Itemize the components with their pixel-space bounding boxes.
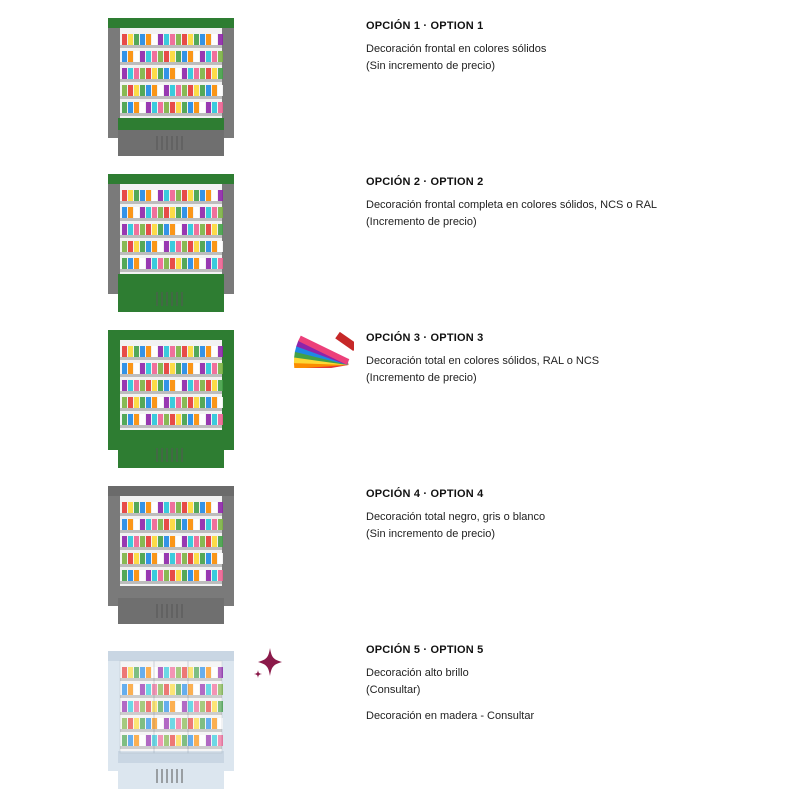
option-2-heading: OPCIÓN 2 · OPTION 2 [366, 176, 484, 188]
option-1 [0, 0, 800, 156]
option-2-price-note: (Incremento de precio) [366, 216, 477, 228]
option-2-description: Decoración frontal completa en colores sólidos, NCS o RAL [366, 199, 658, 211]
option-5-price-note: (Consultar) [366, 684, 421, 696]
color-fan-icon [292, 328, 354, 368]
option-3-heading: OPCIÓN 3 · OPTION 3 [366, 332, 484, 344]
display-case-option-2 [108, 174, 234, 316]
option-3 [0, 312, 800, 468]
option-3-price-note: (Incremento de precio) [366, 372, 477, 384]
display-case-option-1 [108, 18, 234, 160]
display-case-option-5 [108, 644, 234, 800]
option-5-heading: OPCIÓN 5 · OPTION 5 [366, 644, 484, 656]
display-case-option-3 [108, 330, 234, 472]
option-1-heading: OPCIÓN 1 · OPTION 1 [366, 20, 484, 32]
option-5-text [366, 644, 786, 725]
option-3-text [366, 332, 786, 387]
option-4-text [366, 488, 786, 543]
option-4 [0, 468, 800, 624]
option-1-description: Decoración frontal en colores sólidos [366, 43, 547, 55]
option-1-text [366, 20, 786, 75]
sparkle-icon [252, 646, 288, 682]
option-4-heading: OPCIÓN 4 · OPTION 4 [366, 488, 484, 500]
option-2 [0, 156, 800, 312]
display-case-option-4 [108, 486, 234, 628]
option-3-description: Decoración total en colores sólidos, RAL o NCS [366, 355, 600, 367]
option-5-description: Decoración alto brillo [366, 667, 469, 679]
option-4-description: Decoración total negro, gris o blanco [366, 511, 546, 523]
option-5-wood-note: Decoración en madera - Consultar [366, 710, 535, 722]
option-1-price-note: (Sin incremento de precio) [366, 60, 496, 72]
option-2-text [366, 176, 786, 231]
option-5 [0, 624, 800, 780]
option-4-price-note: (Sin incremento de precio) [366, 528, 496, 540]
